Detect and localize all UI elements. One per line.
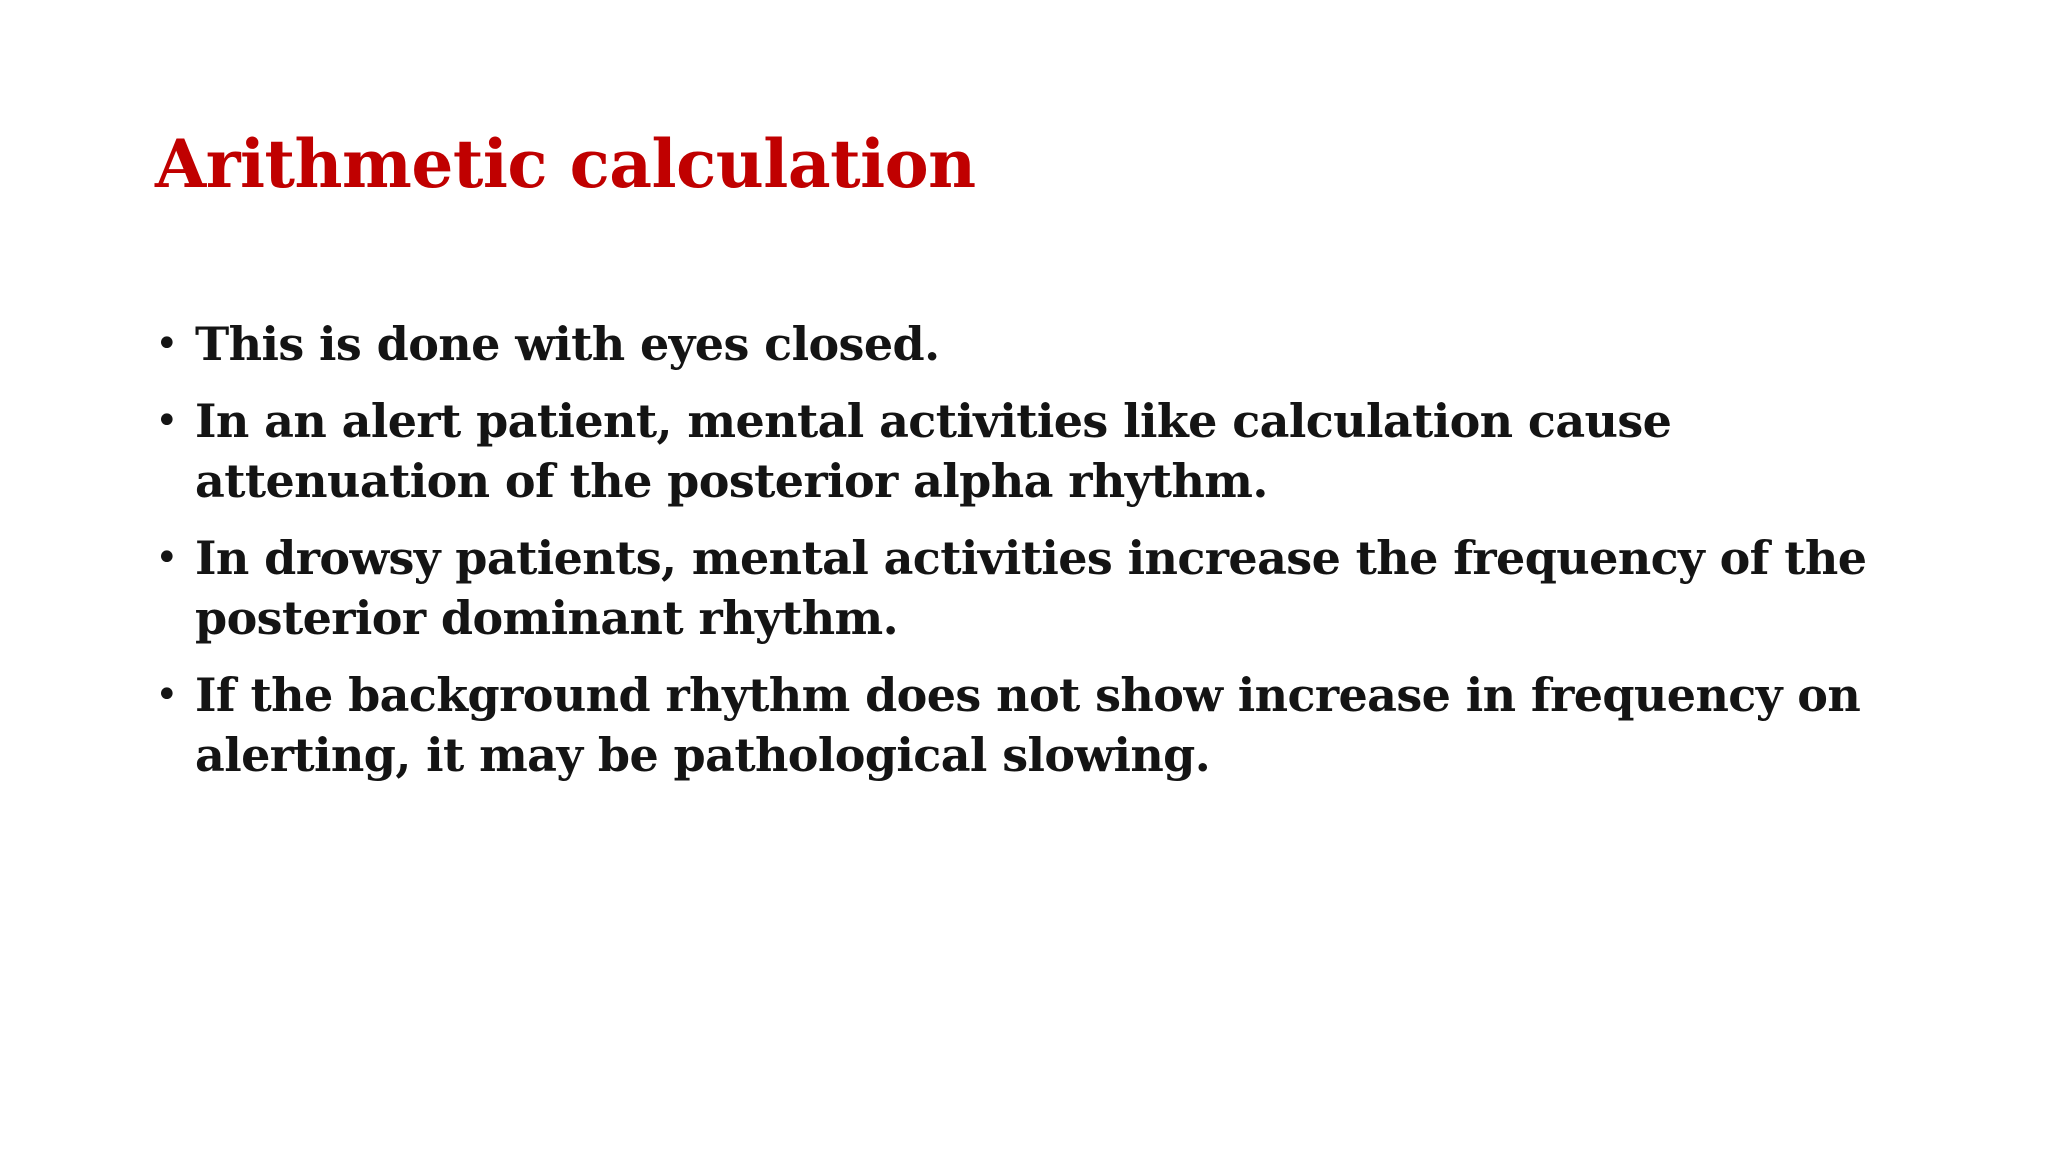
bullet-item: [155, 528, 1955, 648]
bullet-list: [155, 314, 1955, 802]
bullet-marker: •: [155, 672, 178, 718]
bullet-marker: •: [155, 535, 178, 581]
bullet-text: In an alert patient, mental activities like calculation cause attenuation of the posterior alpha rhythm.: [195, 394, 1672, 508]
bullet-text: If the background rhythm does not show increase in frequency on alerting, it may be pathological slowing.: [195, 668, 1861, 782]
bullet-marker: •: [155, 321, 178, 367]
bullet-text: This is done with eyes closed.: [195, 317, 940, 371]
slide-title: Arithmetic calculation: [155, 125, 976, 203]
bullet-item: [155, 391, 1955, 511]
bullet-text: In drowsy patients, mental activities increase the frequency of the posterior dominant rhythm.: [195, 531, 1867, 645]
bullet-marker: •: [155, 398, 178, 444]
bullet-item: [155, 665, 1955, 785]
bullet-item: [155, 314, 1955, 374]
